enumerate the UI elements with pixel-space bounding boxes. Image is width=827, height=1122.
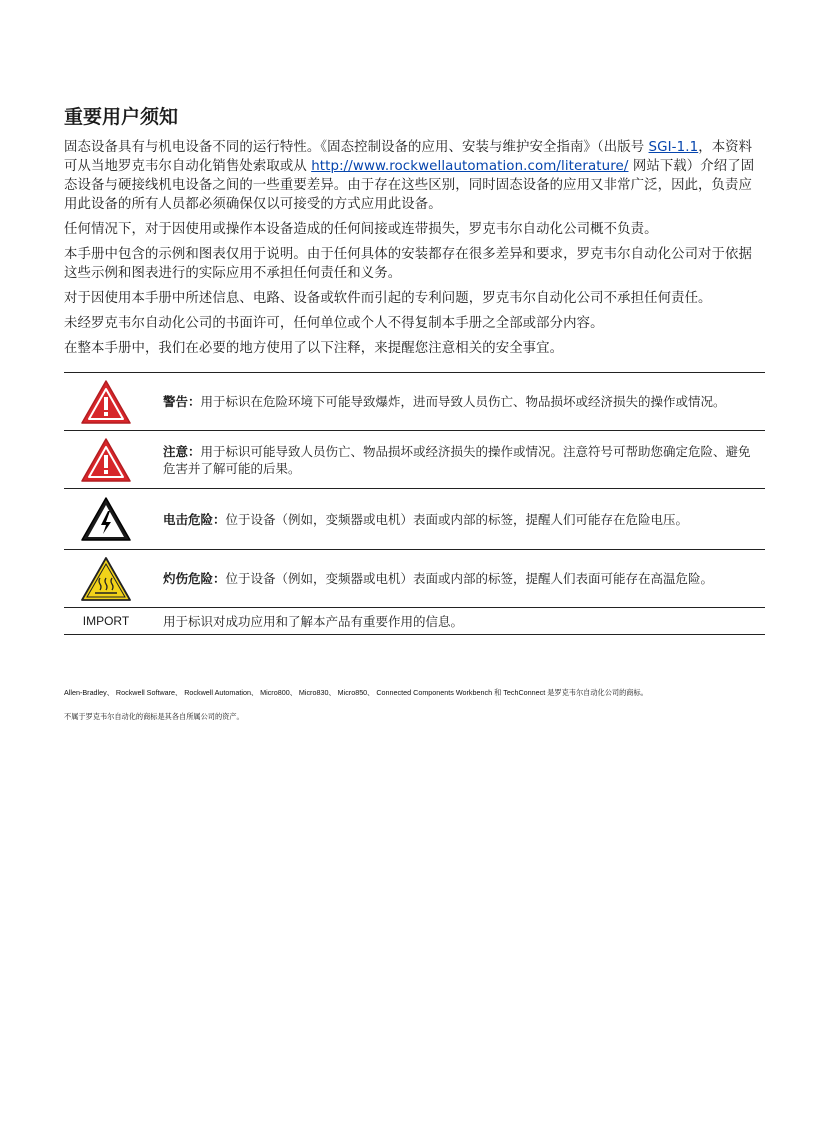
note-text-cell xyxy=(148,431,765,489)
note-icon-cell xyxy=(64,373,148,431)
warning-icon xyxy=(80,379,132,425)
note-text-cell xyxy=(148,550,765,608)
warning-label: 警告： xyxy=(163,394,201,409)
trademark-notice: Allen-Bradley、 Rockwell Software、 Rockwell Automation、 Micro800、 Micro830、 Micro850、 Connected Components Workbench 和 TechConnect 是罗克韦尔自动化公司的商标。 xyxy=(64,688,648,697)
copy-permission-paragraph: 未经罗克韦尔自动化公司的书面许可，任何单位或个人不得复制本手册之全部或部分内容。 xyxy=(64,316,604,331)
intro-text-middle: ，本资料可从当地罗克韦尔自动化销售处索取或从 xyxy=(64,140,753,174)
third-party-trademark-notice: 不属于罗克韦尔自动化的商标是其各自所属公司的资产。 xyxy=(64,712,244,721)
examples-paragraph: 本手册中包含的示例和图表仅用于说明。由于任何具体的安装都存在很多差异和要求，罗克韦尔自动化公司对于依据这些示例和图表进行的实际应用不承担任何责任和义务。 xyxy=(64,247,753,281)
notice-page xyxy=(64,104,765,635)
literature-url-link[interactable]: http://www.rockwellautomation.com/literature/ xyxy=(311,159,629,174)
note-row-attention xyxy=(64,431,765,489)
intro-text-end: 网站下载）介绍了固态设备与硬接线机电设备之间的一些重要差异。由于存在这些区别，同时固态设备的应用又非常广泛，因此，负责应用此设备的所有人员都必须确保仅以可接受的方式应用此设备。 xyxy=(64,159,755,212)
safety-notes-table xyxy=(64,372,765,635)
intro-text-start: 固态设备具有与机电设备不同的运行特性。《固态控制设备的应用、安装与维护安全指南》（出版号 xyxy=(64,140,649,155)
shock-hazard-icon xyxy=(80,496,132,542)
burn-hazard-text: 位于设备（例如，变频器或电机）表面或内部的标签，提醒人们表面可能存在高温危险。 xyxy=(225,571,714,586)
important-text: 用于标识对成功应用和了解本产品有重要作用的信息。 xyxy=(148,608,765,635)
liability-paragraph: 任何情况下，对于因使用或操作本设备造成的任何间接或连带损失，罗克韦尔自动化公司概不负责。 xyxy=(64,222,658,237)
attention-icon xyxy=(80,437,132,483)
patent-paragraph: 对于因使用本手册中所述信息、电路、设备或软件而引起的专利问题，罗克韦尔自动化公司不承担任何责任。 xyxy=(64,291,712,306)
burn-hazard-label: 灼伤危险： xyxy=(163,571,226,586)
intro-paragraph xyxy=(64,138,765,214)
shock-hazard-text: 位于设备（例如，变频器或电机）表面或内部的标签，提醒人们可能存在危险电压。 xyxy=(225,511,689,527)
important-label: IMPORT xyxy=(64,608,148,635)
burn-hazard-icon xyxy=(80,556,132,602)
note-icon-cell xyxy=(64,550,148,608)
note-row-important xyxy=(64,608,765,635)
note-row-shock-hazard xyxy=(64,489,765,550)
note-text-cell xyxy=(148,373,765,431)
attention-label: 注意： xyxy=(163,443,201,459)
note-icon-cell xyxy=(64,489,148,550)
note-row-burn-hazard xyxy=(64,550,765,608)
notes-intro-paragraph: 在整本手册中，我们在必要的地方使用了以下注释，来提醒您注意相关的安全事宜。 xyxy=(64,341,564,356)
note-row-warning xyxy=(64,373,765,431)
page-title: 重要用户须知 xyxy=(64,106,179,128)
note-text-cell xyxy=(148,489,765,550)
shock-hazard-label: 电击危险： xyxy=(163,511,226,527)
attention-text: 用于标识可能导致人员伤亡、物品损坏或经济损失的操作或情况。注意符号可帮助您确定危险、避免危害并了解可能的后果。 xyxy=(163,443,751,476)
warning-text: 用于标识在危险环境下可能导致爆炸，进而导致人员伤亡、物品损坏或经济损失的操作或情况。 xyxy=(200,394,726,409)
sgi-publication-link[interactable]: SGI-1.1 xyxy=(648,140,699,155)
note-icon-cell xyxy=(64,431,148,489)
